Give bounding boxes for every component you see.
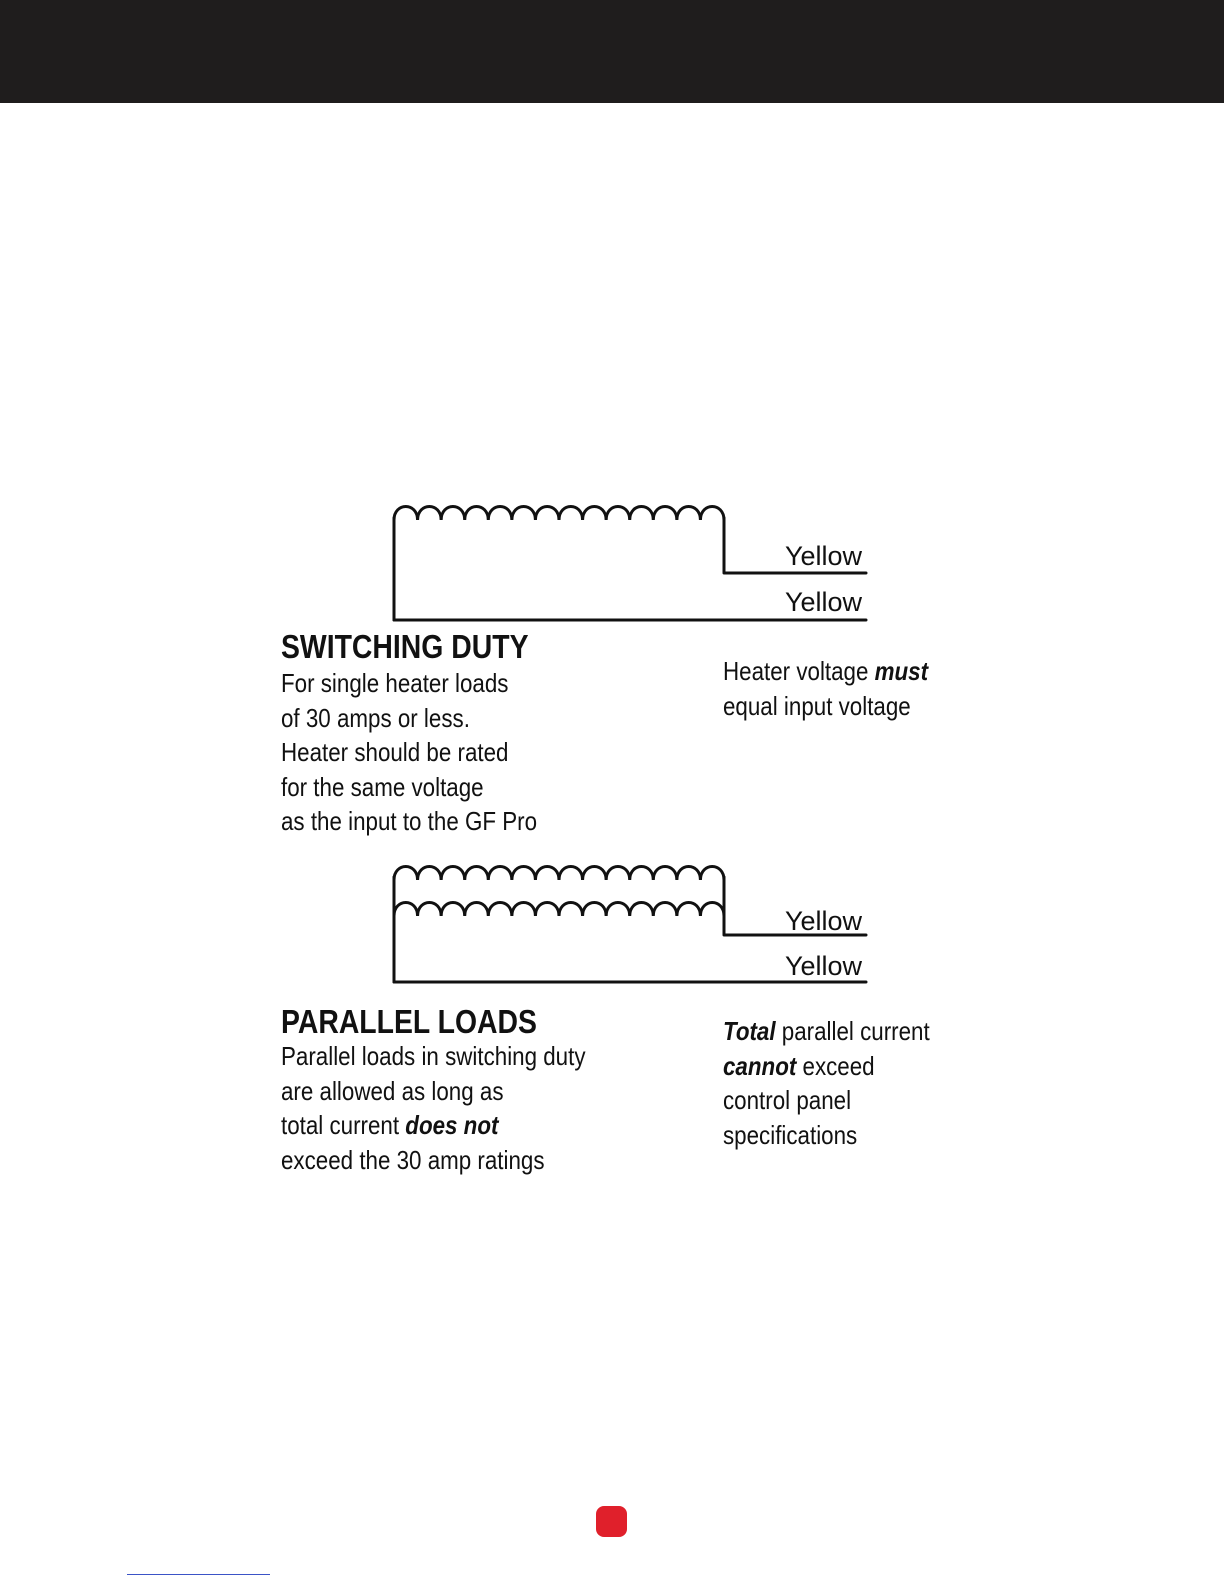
switching-line: For single heater loads — [281, 668, 509, 698]
note-text: equal input voltage — [723, 690, 911, 721]
switching-duty-description — [281, 666, 537, 839]
note-text: control panel — [723, 1085, 852, 1115]
switching-wire-label-bottom: Yellow — [785, 587, 863, 617]
note-emphasis: cannot — [723, 1050, 797, 1081]
switching-line: as the input to the GF Pro — [281, 806, 538, 836]
note-text: Heater voltage — [723, 656, 875, 686]
footer-rule — [127, 1574, 270, 1575]
switching-wire-label-top: Yellow — [785, 541, 863, 571]
parallel-line: exceed the 30 amp ratings — [281, 1144, 545, 1175]
parallel-loads-title: PARALLEL LOADS — [281, 1003, 537, 1040]
switching-line: of 30 amps or less. — [281, 702, 470, 733]
parallel-wire-label-top: Yellow — [785, 906, 863, 936]
parallel-line: are allowed as long as — [281, 1075, 504, 1106]
parallel-wire-label-bottom: Yellow — [785, 951, 863, 981]
switching-voltage-note — [723, 654, 928, 723]
parallel-emphasis: does not — [405, 1110, 499, 1140]
heater-coil-parallel-2 — [394, 903, 724, 917]
note-text: parallel current — [775, 1016, 930, 1046]
parallel-current-note — [723, 1014, 930, 1152]
parallel-line: total current — [281, 1110, 406, 1140]
parallel-loads-description — [281, 1039, 586, 1177]
note-text: exceed — [796, 1050, 875, 1081]
switching-duty-title: SWITCHING DUTY — [281, 628, 529, 665]
heater-coil — [394, 507, 724, 521]
note-text: specifications — [723, 1119, 858, 1150]
parallel-line: Parallel loads in switching duty — [281, 1041, 586, 1071]
note-emphasis: must — [874, 656, 929, 686]
switching-line: for the same voltage — [281, 771, 484, 802]
note-emphasis: Total — [723, 1016, 776, 1046]
switching-line: Heater should be rated — [281, 737, 509, 767]
page-marker — [596, 1506, 627, 1537]
heater-coil-parallel-1 — [394, 867, 724, 881]
